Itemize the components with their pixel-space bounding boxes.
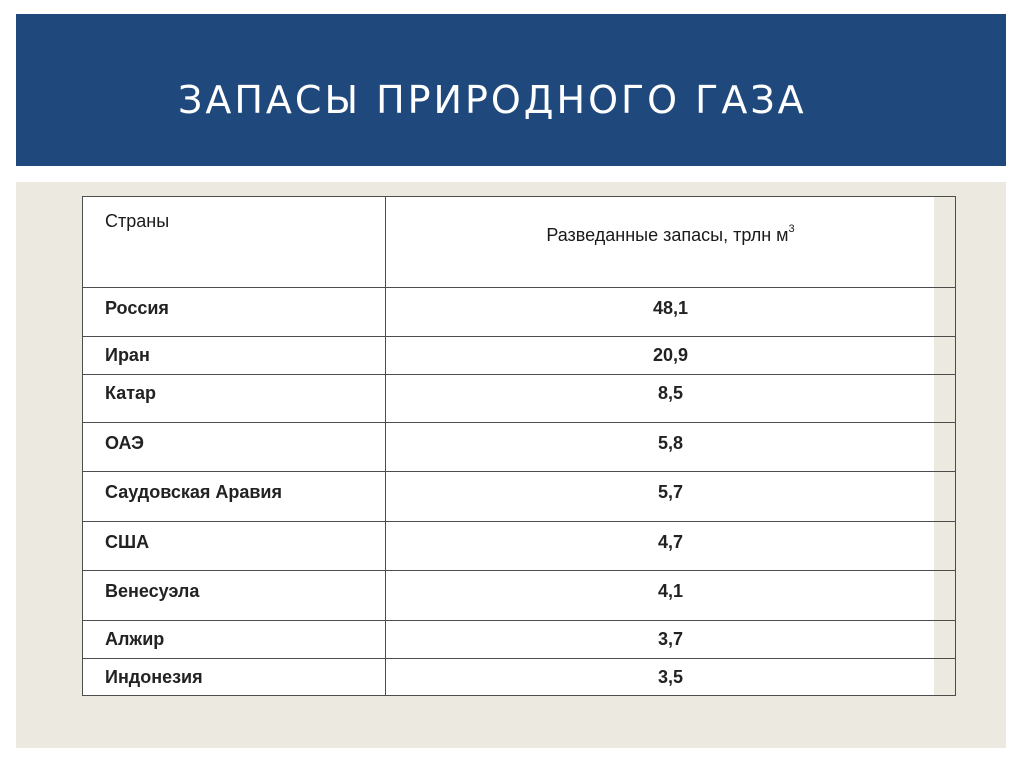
reserves-value: 20,9 — [652, 345, 689, 365]
header-reserves-text: Разведанные запасы, трлн м — [546, 225, 789, 245]
reserves-value: 4,1 — [657, 581, 684, 601]
gas-reserves-table — [82, 196, 934, 696]
country-cell — [83, 288, 386, 337]
country-cell — [83, 375, 386, 423]
table-row — [83, 571, 956, 621]
country-name: Саудовская Аравия — [105, 482, 283, 502]
table-row — [83, 337, 956, 375]
header-reserves — [546, 211, 794, 246]
country-cell — [83, 472, 386, 522]
reserves-cell — [386, 288, 956, 337]
header-reserves-sup: 3 — [788, 223, 795, 235]
reserves-cell — [386, 472, 956, 522]
table-row — [83, 659, 956, 696]
reserves-value: 48,1 — [652, 298, 689, 318]
table-row — [83, 472, 956, 522]
country-name: Индонезия — [105, 667, 203, 687]
reserves-value: 5,8 — [657, 433, 684, 453]
country-name: Венесуэла — [105, 581, 200, 601]
country-name: Иран — [105, 345, 150, 365]
table-row — [83, 423, 956, 472]
table-row — [83, 375, 956, 423]
country-cell — [83, 659, 386, 696]
header-country-cell — [83, 197, 386, 288]
header-reserves-cell — [386, 197, 956, 288]
country-cell — [83, 571, 386, 621]
country-cell — [83, 337, 386, 375]
table-row — [83, 522, 956, 571]
reserves-value: 3,7 — [657, 629, 684, 649]
reserves-value: 3,5 — [657, 667, 684, 687]
country-cell — [83, 522, 386, 571]
country-name: США — [105, 532, 150, 552]
reserves-cell — [386, 659, 956, 696]
data-table — [82, 196, 956, 696]
reserves-value: 8,5 — [657, 383, 684, 403]
country-name: ОАЭ — [105, 433, 144, 453]
table-row — [83, 288, 956, 337]
country-name: Россия — [105, 298, 169, 318]
reserves-cell — [386, 423, 956, 472]
table-row — [83, 621, 956, 659]
reserves-cell — [386, 571, 956, 621]
country-cell — [83, 423, 386, 472]
reserves-value: 4,7 — [657, 532, 684, 552]
country-name: Алжир — [105, 629, 165, 649]
country-name: Катар — [105, 383, 157, 403]
reserves-cell — [386, 522, 956, 571]
reserves-cell — [386, 621, 956, 659]
reserves-cell — [386, 375, 956, 423]
slide-title: ЗАПАСЫ ПРИРОДНОГО ГАЗА — [178, 78, 807, 122]
reserves-value: 5,7 — [657, 482, 684, 502]
reserves-cell — [386, 337, 956, 375]
table-header-row — [83, 197, 956, 288]
country-cell — [83, 621, 386, 659]
header-country: Страны — [105, 211, 170, 231]
